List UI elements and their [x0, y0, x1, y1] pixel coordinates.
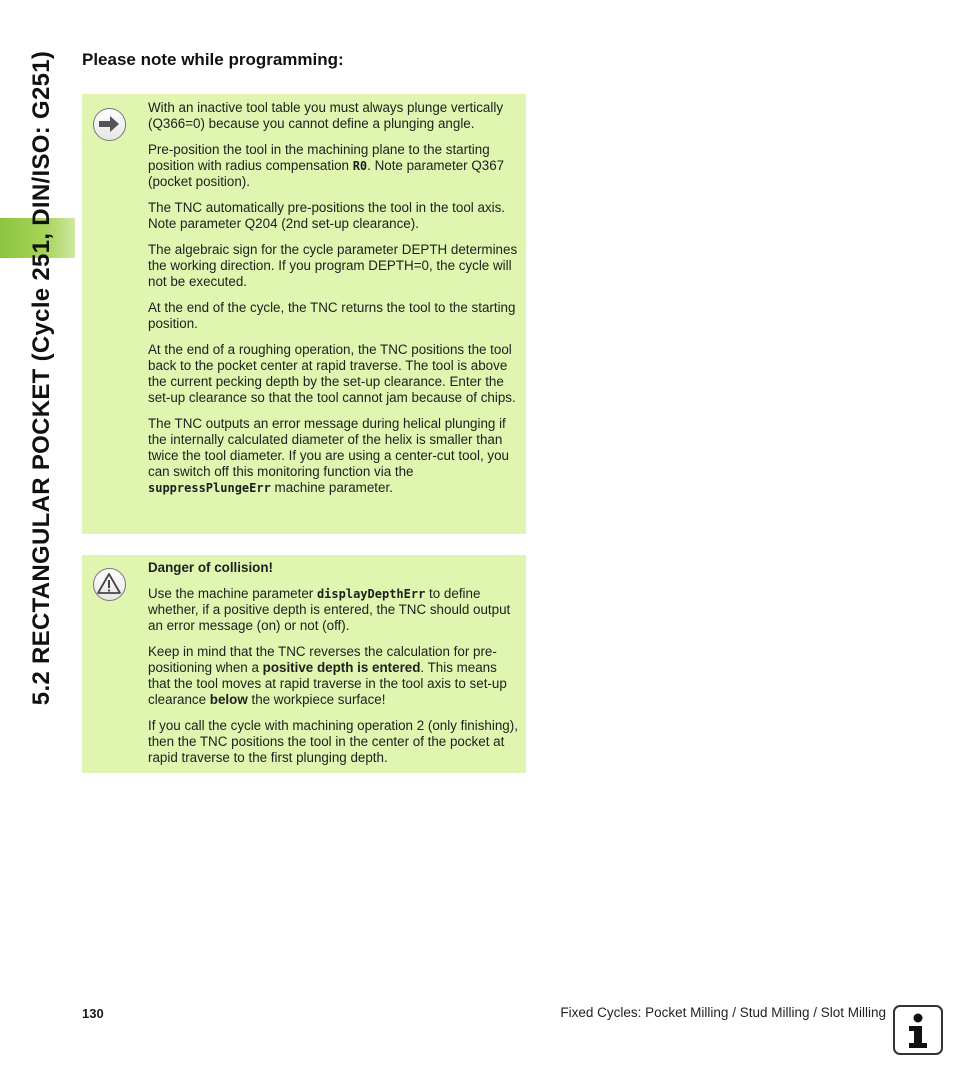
- note-paragraph: At the end of the cycle, the TNC returns the tool to the starting position.: [148, 300, 516, 331]
- note-text: [148, 100, 518, 506]
- code-display-depth-err: displayDepthErr: [316, 587, 426, 601]
- warning-triangle-icon: [93, 568, 126, 601]
- chapter-side-title: 5.2 RECTANGULAR POCKET (Cycle 251, DIN/ISO: G251): [28, 50, 55, 706]
- code-suppress-plunge-err: suppressPlungeErr: [148, 481, 271, 495]
- arrow-right-icon: [93, 108, 126, 141]
- code-r0: R0: [352, 159, 368, 173]
- warning-box: [82, 555, 526, 773]
- page-number: 130: [82, 1006, 104, 1021]
- footer-chapter-title: Fixed Cycles: Pocket Milling / Stud Milling / Slot Milling: [560, 1005, 886, 1020]
- warning-text: [148, 560, 518, 776]
- info-icon: [893, 1005, 943, 1055]
- warning-paragraph: If you call the cycle with machining operation 2 (only finishing), then the TNC positions the tool in the center of the pocket at rapid traverse to the first plunging depth.: [148, 718, 518, 765]
- note-paragraph: The algebraic sign for the cycle parameter DEPTH determines the working direction. If you program DEPTH=0, the cycle will not be executed.: [148, 242, 518, 289]
- note-paragraph: The TNC automatically pre-positions the tool in the tool axis. Note parameter Q204 (2nd set-up clearance).: [148, 200, 506, 231]
- note-paragraph: The TNC outputs an error message during helical plunging if the internally calculated diameter of the helix is smaller than twice the tool diameter. If you are using a center-cut tool, you can switch off this monitoring function via the suppressPlungeErr machine parameter.: [148, 416, 509, 495]
- note-paragraph: Pre-position the tool in the machining plane to the starting position with radius compensation R0. Note parameter Q367 (pocket position).: [148, 142, 505, 189]
- warning-paragraph: Use the machine parameter displayDepthErr to define whether, if a positive depth is entered, the TNC should output an error message (on) or not (off).: [148, 586, 511, 633]
- note-paragraph: At the end of a roughing operation, the TNC positions the tool back to the pocket center at rapid traverse. The tool is above the current pecking depth by the set-up clearance. Enter the set-up clearance so that the tool cannot jam because of chips.: [148, 342, 516, 405]
- section-heading: Please note while programming:: [82, 50, 344, 69]
- warning-paragraph: Keep in mind that the TNC reverses the calculation for pre-positioning when a positive depth is entered. This means that the tool moves at rapid traverse in the tool axis to set-up clearance below the workpiece surface!: [148, 644, 507, 707]
- warning-title: Danger of collision!: [148, 560, 273, 575]
- note-box: [82, 94, 526, 534]
- note-paragraph: With an inactive tool table you must always plunge vertically (Q366=0) because you cannot define a plunging angle.: [148, 100, 504, 131]
